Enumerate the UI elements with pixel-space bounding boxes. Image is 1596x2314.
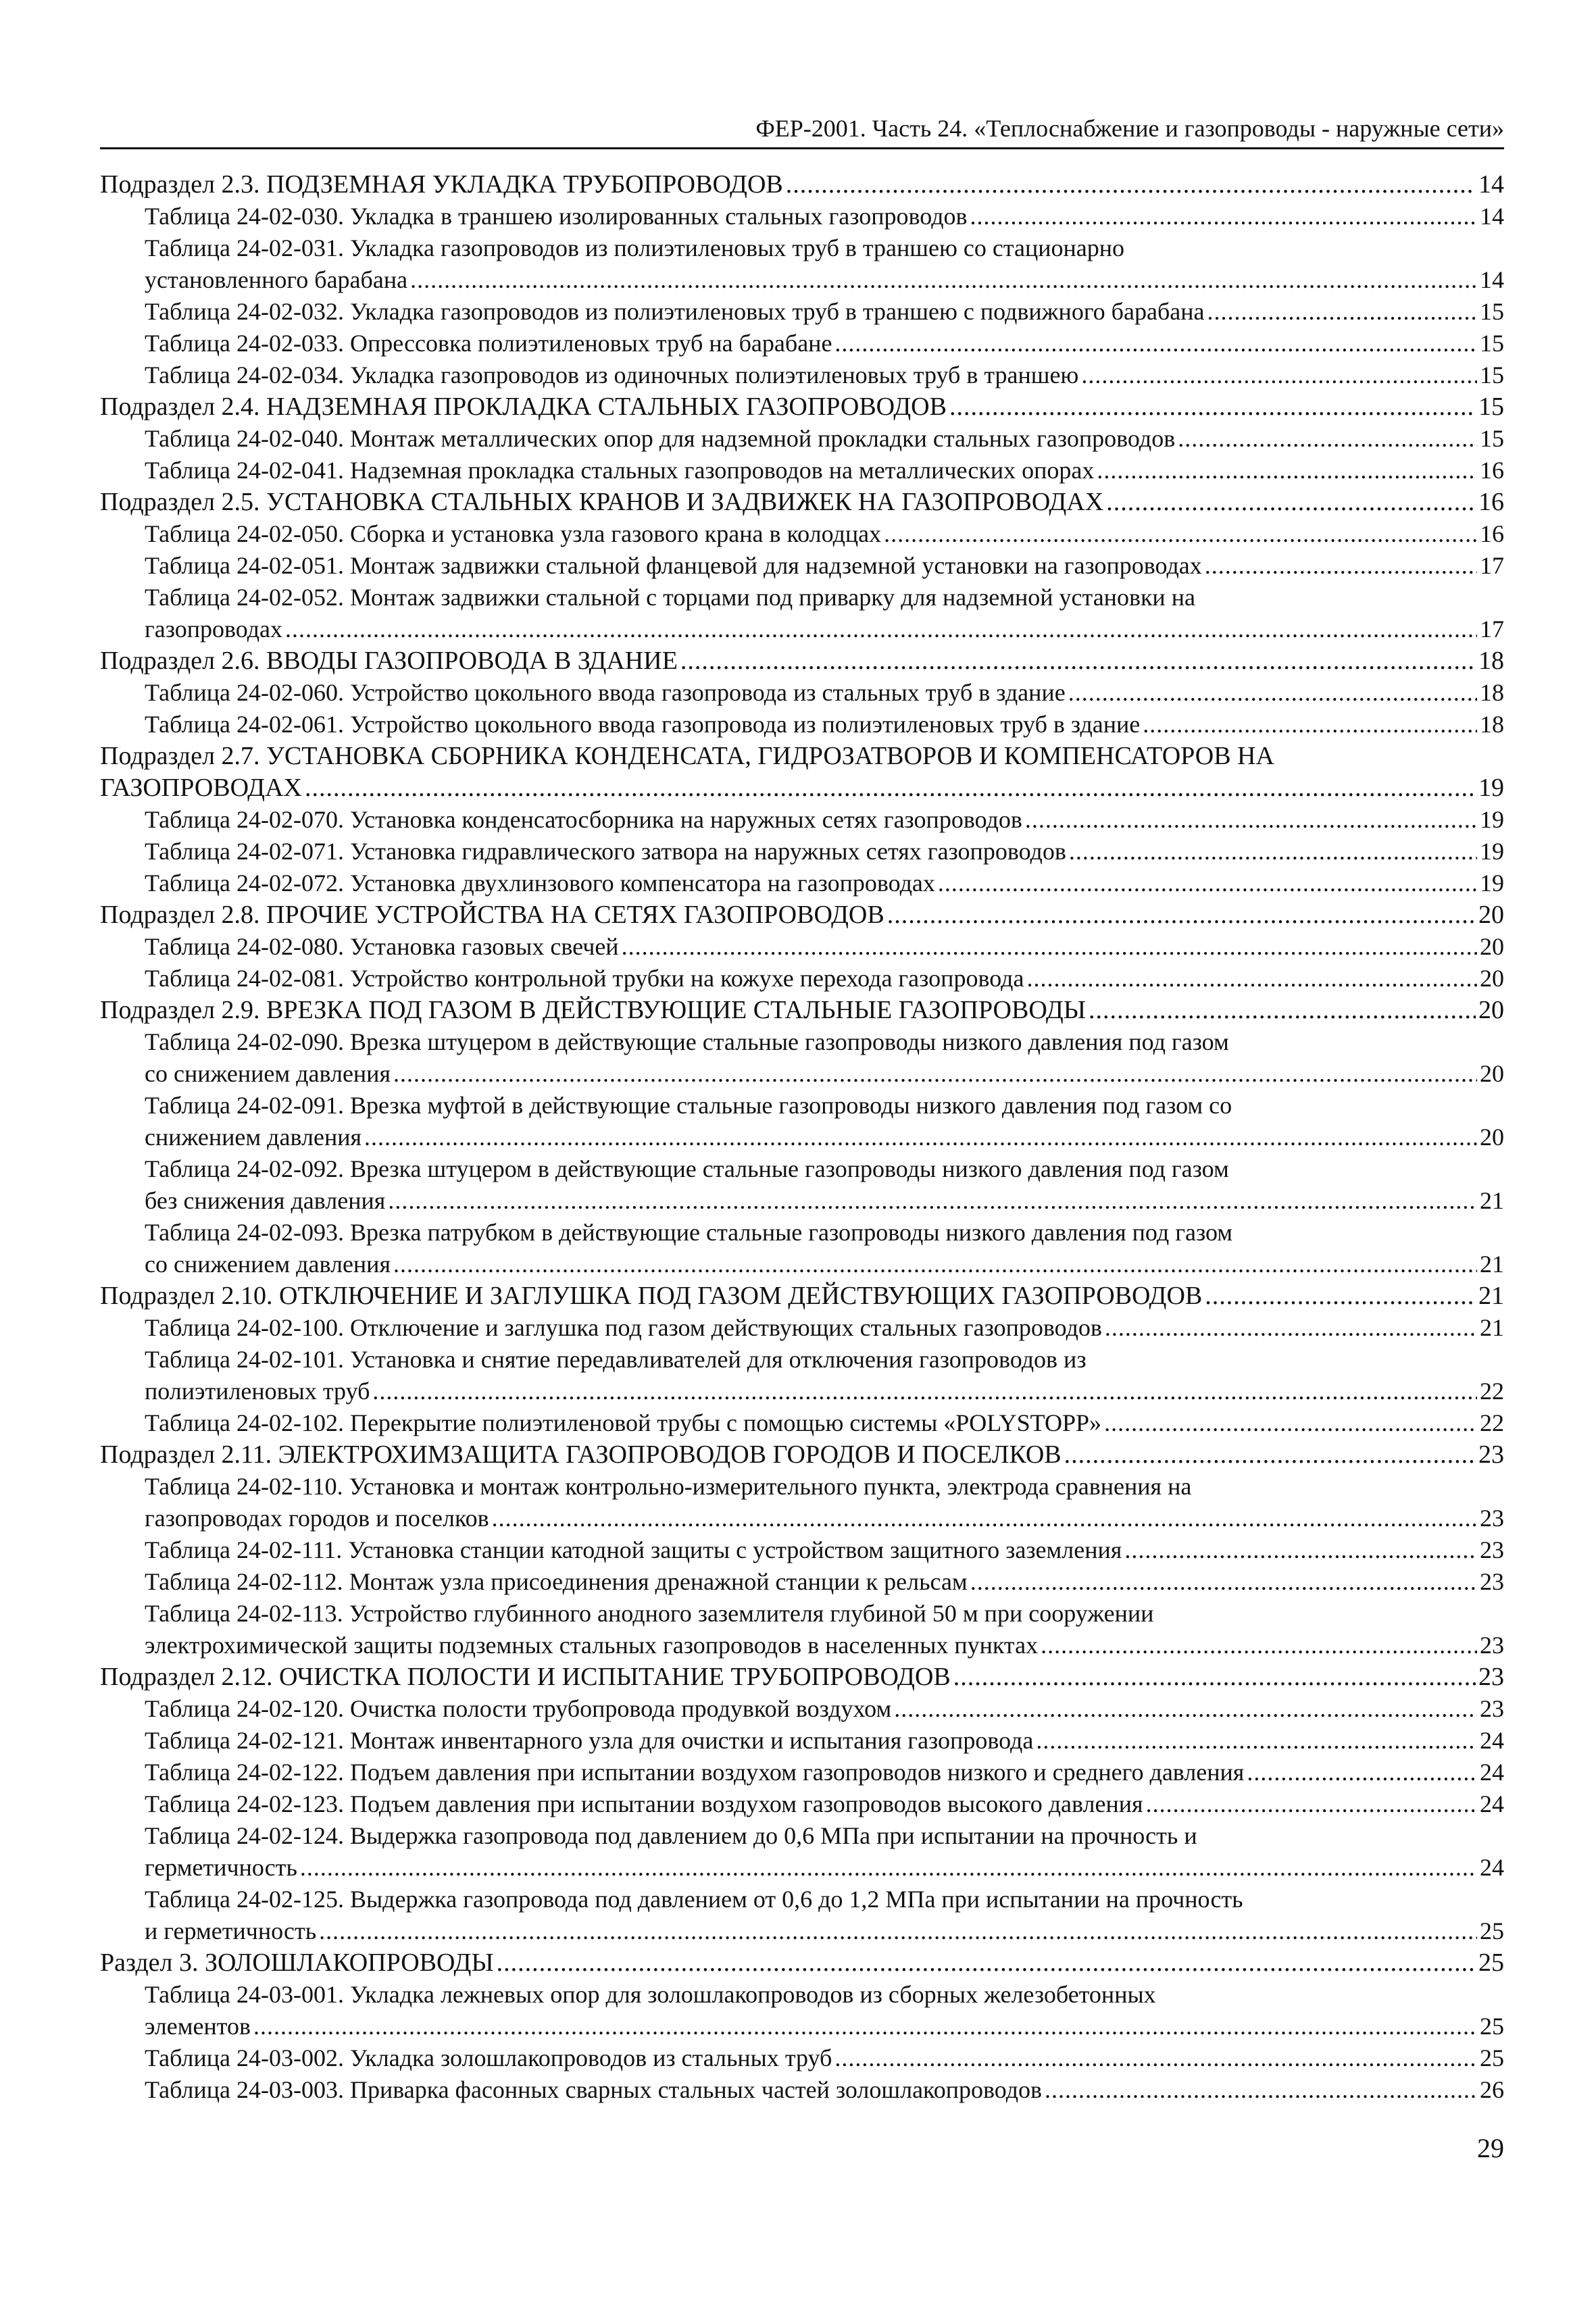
dot-leader	[364, 1122, 1477, 1153]
toc-entry-title: Подраздел 2.6. ВВОДЫ ГАЗОПРОВОДА В ЗДАНИЕ	[100, 647, 678, 675]
dot-leader	[285, 613, 1477, 645]
dot-leader	[393, 1058, 1477, 1090]
toc-page-number: 25	[1480, 1917, 1504, 1944]
toc-page-number: 20	[1480, 1124, 1504, 1151]
toc-table-entry[interactable]	[100, 1312, 1504, 1344]
header-rule	[100, 147, 1504, 149]
toc-table-entry[interactable]	[100, 1090, 1504, 1153]
toc-page-number: 24	[1480, 1854, 1504, 1881]
table-of-contents	[100, 169, 1504, 2106]
toc-entry-text-line: Таблица 24-02-031. Укладка газопроводов из полиэтиленовых труб в траншею со стационарно	[145, 234, 1125, 261]
toc-page-number: 17	[1480, 615, 1504, 643]
toc-table-entry[interactable]	[100, 1534, 1504, 1566]
toc-entry-title: Подраздел 2.4. НАДЗЕМНАЯ ПРОКЛАДКА СТАЛЬНЫХ ГАЗОПРОВОДОВ	[100, 393, 947, 421]
toc-section-entry[interactable]	[100, 1661, 1504, 1693]
toc-entry-title: электрохимической защиты подземных стальных газопроводов в населенных пунктах	[145, 1632, 1039, 1659]
toc-page-number: 21	[1480, 1187, 1504, 1214]
toc-page-number: 17	[1480, 552, 1504, 579]
toc-entry-title: Подраздел 2.3. ПОДЗЕМНАЯ УКЛАДКА ТРУБОПРОВОДОВ	[100, 170, 783, 199]
toc-page-number: 15	[1480, 425, 1504, 452]
dot-leader	[786, 169, 1476, 201]
toc-entry-title: Таблица 24-02-121. Монтаж инвентарного узла для очистки и испытания газопровода	[145, 1727, 1034, 1754]
toc-entry-text-line: Таблица 24-02-113. Устройство глубинного анодного заземлителя глубиной 50 м при сооружении	[145, 1600, 1154, 1627]
toc-table-entry[interactable]	[100, 1153, 1504, 1217]
toc-entry-title: Таблица 24-02-034. Укладка газопроводов из одиночных полиэтиленовых труб в траншею	[145, 361, 1079, 388]
toc-entry-title: Таблица 24-02-041. Надземная прокладка стальных газопроводов на металлических опорах	[145, 457, 1095, 484]
dot-leader	[372, 1376, 1477, 1407]
toc-entry-title: со снижением давления	[145, 1251, 391, 1278]
dot-leader	[1064, 1439, 1476, 1471]
toc-page-number: 24	[1480, 1790, 1504, 1817]
dot-leader	[1106, 486, 1476, 518]
toc-entry-title: Таблица 24-02-122. Подъем давления при испытании воздухом газопроводов низкого и среднего давления	[145, 1759, 1245, 1786]
toc-entry-title: Таблица 24-02-050. Сборка и установка узла газового крана в колодцах	[145, 520, 882, 547]
dot-leader	[1069, 836, 1477, 867]
toc-table-entry[interactable]	[100, 1471, 1504, 1534]
toc-entry-title: без снижения давления	[145, 1187, 386, 1214]
toc-page-number: 24	[1480, 1759, 1504, 1786]
toc-table-entry[interactable]	[100, 1693, 1504, 1725]
dot-leader	[319, 1915, 1477, 1947]
toc-table-entry[interactable]	[100, 518, 1504, 550]
toc-entry-title: Таблица 24-02-100. Отключение и заглушка под газом действующих стальных газопроводов	[145, 1314, 1102, 1341]
toc-table-entry[interactable]	[100, 804, 1504, 836]
toc-page-number: 14	[1480, 266, 1504, 293]
toc-page-number: 20	[1480, 965, 1504, 992]
toc-page-number: 20	[1478, 901, 1504, 929]
toc-page-number: 25	[1480, 2044, 1504, 2071]
dot-leader	[1041, 1630, 1477, 1661]
toc-page-number: 23	[1480, 1695, 1504, 1722]
toc-page-number: 19	[1480, 838, 1504, 865]
toc-page-number: 25	[1480, 2013, 1504, 2040]
toc-page-number: 16	[1478, 488, 1504, 516]
toc-page-number: 18	[1480, 711, 1504, 738]
toc-page-number: 16	[1480, 457, 1504, 484]
toc-entry-title: газопроводах	[145, 615, 283, 643]
toc-table-entry[interactable]	[100, 1566, 1504, 1598]
toc-page-number: 25	[1478, 1948, 1504, 1977]
toc-page-number: 16	[1480, 520, 1504, 547]
toc-section-entry[interactable]	[100, 1439, 1504, 1471]
toc-section-entry[interactable]	[100, 899, 1504, 931]
toc-entry-title: элементов	[145, 2013, 251, 2040]
toc-page-number: 20	[1478, 996, 1504, 1024]
toc-table-entry[interactable]	[100, 963, 1504, 995]
toc-table-entry[interactable]	[100, 2074, 1504, 2106]
toc-page-number: 15	[1480, 361, 1504, 388]
dot-leader	[1105, 1312, 1477, 1344]
toc-entry-title: полиэтиленовых труб	[145, 1378, 370, 1405]
dot-leader	[1097, 455, 1477, 486]
toc-table-entry[interactable]	[100, 550, 1504, 582]
toc-table-entry[interactable]	[100, 1979, 1504, 2042]
toc-entry-title: Таблица 24-02-030. Укладка в траншею изолированных стальных газопроводов	[145, 203, 968, 230]
toc-page-number: 23	[1478, 1440, 1504, 1469]
dot-leader	[970, 1566, 1477, 1598]
toc-entry-title: Подраздел 2.12. ОЧИСТКА ПОЛОСТИ И ИСПЫТАНИЕ ТРУБОПРОВОДОВ	[100, 1663, 951, 1691]
toc-table-entry[interactable]	[100, 2042, 1504, 2074]
toc-entry-title: установленного барабана	[145, 266, 408, 293]
toc-page-number: 19	[1480, 870, 1504, 897]
toc-entry-text-line: Таблица 24-02-101. Установка и снятие передавливателей для отключения газопроводов из	[145, 1346, 1087, 1373]
toc-entry-title: Таблица 24-03-003. Приварка фасонных сварных стальных частей золошлакопроводов	[145, 2076, 1043, 2103]
toc-table-entry[interactable]	[100, 709, 1504, 740]
dot-leader	[949, 391, 1476, 423]
toc-table-entry[interactable]	[100, 328, 1504, 359]
dot-leader	[953, 1661, 1476, 1693]
toc-table-entry[interactable]	[100, 867, 1504, 899]
toc-page-number: 19	[1478, 774, 1504, 802]
toc-entry-title: ГАЗОПРОВОДАХ	[100, 774, 302, 802]
toc-page-number: 23	[1480, 1632, 1504, 1659]
dot-leader	[1205, 550, 1477, 582]
page-number: 29	[1477, 2133, 1504, 2163]
toc-entry-title: Таблица 24-03-002. Укладка золошлакопроводов из стальных труб	[145, 2044, 832, 2071]
toc-entry-text-line: Таблица 24-02-052. Монтаж задвижки стальной с торцами под приварку для надземной установки на	[145, 584, 1195, 611]
toc-entry-title: Подраздел 2.9. ВРЕЗКА ПОД ГАЗОМ В ДЕЙСТВУЮЩИЕ СТАЛЬНЫЕ ГАЗОПРОВОДЫ	[100, 996, 1086, 1024]
toc-table-entry[interactable]	[100, 1884, 1504, 1947]
dot-leader	[970, 201, 1477, 232]
toc-table-entry[interactable]	[100, 201, 1504, 232]
toc-entry-text-line: Таблица 24-02-125. Выдержка газопровода под давлением от 0,6 до 1,2 МПа при испытании на прочность	[145, 1886, 1243, 1913]
toc-entry-title: Таблица 24-02-061. Устройство цокольного ввода газопровода из полиэтиленовых труб в здание	[145, 711, 1141, 738]
toc-entry-title: Подраздел 2.5. УСТАНОВКА СТАЛЬНЫХ КРАНОВ И ЗАДВИЖЕК НА ГАЗОПРОВОДАХ	[100, 488, 1104, 516]
toc-table-entry[interactable]	[100, 1026, 1504, 1090]
toc-entry-title: Таблица 24-02-071. Установка гидравлического затвора на наружных сетях газопроводов	[145, 838, 1066, 865]
dot-leader	[894, 1693, 1477, 1725]
dot-leader	[1089, 995, 1476, 1026]
toc-page-number: 22	[1480, 1409, 1504, 1436]
dot-leader	[1025, 804, 1477, 836]
toc-table-entry[interactable]	[100, 1407, 1504, 1439]
dot-leader	[887, 899, 1476, 931]
toc-entry-text-line: Таблица 24-03-001. Укладка лежневых опор для золошлакопроводов из сборных железобетонных	[145, 1981, 1156, 2008]
dot-leader	[1124, 1534, 1477, 1566]
toc-section-entry[interactable]	[100, 169, 1504, 201]
toc-page-number: 14	[1480, 203, 1504, 230]
toc-table-entry[interactable]	[100, 1598, 1504, 1661]
toc-table-entry[interactable]	[100, 359, 1504, 391]
toc-entry-title: газопроводах городов и поселков	[145, 1505, 489, 1532]
dot-leader	[834, 328, 1477, 359]
toc-table-entry[interactable]	[100, 1820, 1504, 1884]
toc-page-number: 21	[1480, 1251, 1504, 1278]
dot-leader	[680, 645, 1476, 677]
dot-leader	[1045, 2074, 1477, 2106]
dot-leader	[393, 1249, 1477, 1280]
toc-page-number: 21	[1480, 1314, 1504, 1341]
toc-table-entry[interactable]	[100, 1788, 1504, 1820]
dot-leader	[1146, 1788, 1477, 1820]
toc-page-number: 20	[1480, 1060, 1504, 1087]
toc-entry-title: Таблица 24-02-051. Монтаж задвижки стальной фланцевой для надземной установки на газопроводах	[145, 552, 1202, 579]
toc-section-entry[interactable]	[100, 1280, 1504, 1312]
dot-leader	[1143, 709, 1477, 740]
dot-leader	[410, 264, 1477, 296]
toc-entry-title: со снижением давления	[145, 1060, 391, 1087]
toc-table-entry[interactable]	[100, 1217, 1504, 1280]
toc-entry-text-line: Таблица 24-02-093. Врезка патрубком в действующие стальные газопроводы низкого давления под газом	[145, 1219, 1233, 1246]
toc-page-number: 15	[1478, 393, 1504, 421]
dot-leader	[1207, 296, 1478, 328]
dot-leader	[497, 1947, 1476, 1979]
toc-table-entry[interactable]	[100, 1757, 1504, 1788]
toc-entry-title: герметичность	[145, 1854, 297, 1881]
toc-entry-title: Подраздел 2.11. ЭЛЕКТРОХИМЗАЩИТА ГАЗОПРОВОДОВ ГОРОДОВ И ПОСЕЛКОВ	[100, 1440, 1062, 1469]
dot-leader	[1026, 963, 1477, 995]
dot-leader	[1205, 1280, 1476, 1312]
toc-entry-title: Таблица 24-02-112. Монтаж узла присоединения дренажной станции к рельсам	[145, 1568, 968, 1595]
dot-leader	[622, 931, 1477, 963]
toc-entry-text-line: Таблица 24-02-124. Выдержка газопровода под давлением до 0,6 МПа при испытании на прочность и	[145, 1822, 1197, 1849]
toc-entry-title: Таблица 24-02-120. Очистка полости трубопровода продувкой воздухом	[145, 1695, 892, 1722]
running-header: ФЕР-2001. Часть 24. «Теплоснабжение и газопроводы - наружные сети»	[755, 115, 1504, 142]
toc-entry-title: Таблица 24-02-123. Подъем давления при испытании воздухом газопроводов высокого давления	[145, 1790, 1143, 1817]
toc-page-number: 22	[1480, 1378, 1504, 1405]
toc-section-entry[interactable]	[100, 486, 1504, 518]
dot-leader	[1036, 1725, 1477, 1757]
dot-leader	[253, 2011, 1477, 2042]
toc-entry-title: Таблица 24-02-070. Установка конденсатосборника на наружных сетях газопроводов	[145, 806, 1022, 833]
dot-leader	[1068, 677, 1477, 709]
toc-table-entry[interactable]	[100, 582, 1504, 645]
toc-entry-text-line: Таблица 24-02-110. Установка и монтаж контрольно-измерительного пункта, электрода сравнения на	[145, 1473, 1192, 1500]
toc-table-entry[interactable]	[100, 455, 1504, 486]
toc-page-number: 21	[1478, 1282, 1504, 1310]
toc-entry-text-line: Таблица 24-02-092. Врезка штуцером в действующие стальные газопроводы низкого давления под газом	[145, 1155, 1229, 1182]
toc-entry-title: Таблица 24-02-033. Опрессовка полиэтиленовых труб на барабане	[145, 330, 832, 357]
dot-leader	[884, 518, 1477, 550]
toc-page-number: 20	[1480, 933, 1504, 960]
toc-table-entry[interactable]	[100, 1725, 1504, 1757]
toc-entry-title: Таблица 24-02-060. Устройство цокольного ввода газопровода из стальных труб в здание	[145, 679, 1066, 706]
dot-leader	[1178, 423, 1477, 455]
toc-entry-title: Таблица 24-02-111. Установка станции катодной защиты с устройством защитного заземления	[145, 1536, 1122, 1563]
toc-table-entry[interactable]	[100, 677, 1504, 709]
toc-page-number: 14	[1478, 170, 1504, 199]
toc-page-number: 23	[1480, 1536, 1504, 1563]
dot-leader	[1081, 359, 1477, 391]
toc-entry-title: Таблица 24-02-102. Перекрытие полиэтиленовой трубы с помощью системы «POLYSTOPP»	[145, 1409, 1102, 1436]
toc-entry-title: снижением давления	[145, 1124, 362, 1151]
toc-table-entry[interactable]	[100, 296, 1504, 328]
toc-page-number: 23	[1478, 1663, 1504, 1691]
toc-entry-title: Раздел 3. ЗОЛОШЛАКОПРОВОДЫ	[100, 1948, 494, 1977]
toc-section-entry[interactable]	[100, 995, 1504, 1026]
toc-section-entry[interactable]	[100, 391, 1504, 423]
toc-table-entry[interactable]	[100, 232, 1504, 296]
dot-leader	[300, 1852, 1477, 1884]
toc-entry-title: Таблица 24-02-072. Установка двухлинзового компенсатора на газопроводах	[145, 870, 935, 897]
dot-leader	[938, 867, 1477, 899]
toc-entry-title: Таблица 24-02-081. Устройство контрольной трубки на кожухе перехода газопровода	[145, 965, 1024, 992]
toc-page-number: 19	[1480, 806, 1504, 833]
toc-entry-text-line: Подраздел 2.7. УСТАНОВКА СБОРНИКА КОНДЕНСАТА, ГИДРОЗАТВОРОВ И КОМПЕНСАТОРОВ НА	[100, 742, 1274, 770]
toc-page-number: 15	[1480, 330, 1504, 357]
dot-leader	[388, 1185, 1477, 1217]
toc-section-entry[interactable]	[100, 740, 1504, 804]
toc-page-number: 23	[1480, 1505, 1504, 1532]
toc-page-number: 24	[1480, 1727, 1504, 1754]
dot-leader	[492, 1503, 1477, 1534]
toc-entry-title: Таблица 24-02-040. Монтаж металлических опор для надземной прокладки стальных газопроводов	[145, 425, 1176, 452]
toc-page-number: 23	[1480, 1568, 1504, 1595]
toc-table-entry[interactable]	[100, 931, 1504, 963]
toc-entry-text-line: Таблица 24-02-091. Врезка муфтой в действующие стальные газопроводы низкого давления под газом со	[145, 1092, 1232, 1119]
toc-page-number: 18	[1480, 679, 1504, 706]
toc-entry-title: Таблица 24-02-032. Укладка газопроводов из полиэтиленовых труб в траншею с подвижного барабана	[145, 298, 1205, 325]
toc-section-entry[interactable]	[100, 645, 1504, 677]
toc-page-number: 15	[1480, 298, 1504, 325]
toc-entry-title: Подраздел 2.10. ОТКЛЮЧЕНИЕ И ЗАГЛУШКА ПОД ГАЗОМ ДЕЙСТВУЮЩИХ ГАЗОПРОВОДОВ	[100, 1282, 1203, 1310]
toc-table-entry[interactable]	[100, 423, 1504, 455]
toc-entry-text-line: Таблица 24-02-090. Врезка штуцером в действующие стальные газопроводы низкого давления под газом	[145, 1028, 1229, 1055]
dot-leader	[1104, 1407, 1477, 1439]
toc-table-entry[interactable]	[100, 836, 1504, 867]
toc-page-number: 26	[1480, 2076, 1504, 2103]
toc-entry-title: Подраздел 2.8. ПРОЧИЕ УСТРОЙСТВА НА СЕТЯХ ГАЗОПРОВОДОВ	[100, 901, 884, 929]
dot-leader	[1247, 1757, 1477, 1788]
toc-page-number: 18	[1478, 647, 1504, 675]
dot-leader	[834, 2042, 1477, 2074]
toc-table-entry[interactable]	[100, 1344, 1504, 1407]
toc-section-entry[interactable]	[100, 1947, 1504, 1979]
toc-entry-title: Таблица 24-02-080. Установка газовых свечей	[145, 933, 619, 960]
toc-entry-title: и герметичность	[145, 1917, 317, 1944]
dot-leader	[305, 772, 1476, 804]
